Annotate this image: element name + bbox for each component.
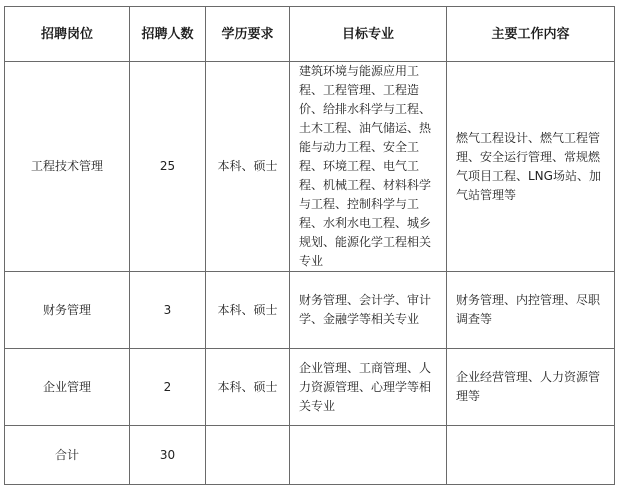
table-header-row (5, 7, 615, 62)
empty-cell (447, 426, 615, 485)
empty-cell (206, 426, 290, 485)
total-row (5, 426, 615, 485)
duties-cell: 财务管理、内控管理、尽职调查等 (447, 272, 615, 349)
header-position: 招聘岗位 (5, 7, 130, 62)
count-cell: 25 (130, 62, 206, 272)
position-cell: 企业管理 (5, 349, 130, 426)
education-cell: 本科、硕士 (206, 272, 290, 349)
position-cell: 工程技术管理 (5, 62, 130, 272)
table-row (5, 62, 615, 272)
count-cell: 2 (130, 349, 206, 426)
table-row (5, 349, 615, 426)
duties-cell: 企业经营管理、人力资源管理等 (447, 349, 615, 426)
header-count: 招聘人数 (130, 7, 206, 62)
table-row (5, 272, 615, 349)
recruitment-table (4, 6, 615, 485)
recruitment-table-container (4, 6, 614, 478)
header-education: 学历要求 (206, 7, 290, 62)
education-cell: 本科、硕士 (206, 349, 290, 426)
majors-cell: 财务管理、会计学、审计学、金融学等相关专业 (290, 272, 447, 349)
total-label-cell: 合计 (5, 426, 130, 485)
majors-cell: 企业管理、工商管理、人力资源管理、心理学等相关专业 (290, 349, 447, 426)
total-count-cell: 30 (130, 426, 206, 485)
header-duties: 主要工作内容 (447, 7, 615, 62)
header-majors: 目标专业 (290, 7, 447, 62)
duties-cell: 燃气工程设计、燃气工程管理、安全运行管理、常规燃气项目工程、LNG场站、加气站管理等 (447, 62, 615, 272)
position-cell: 财务管理 (5, 272, 130, 349)
empty-cell (290, 426, 447, 485)
count-cell: 3 (130, 272, 206, 349)
education-cell: 本科、硕士 (206, 62, 290, 272)
majors-cell: 建筑环境与能源应用工程、工程管理、工程造价、给排水科学与工程、土木工程、油气储运、热能与动力工程、安全工程、环境工程、电气工程、机械工程、材料科学与工程、控制科学与工程、水利水电工程、城乡规划、能源化学工程相关专业 (290, 62, 447, 272)
